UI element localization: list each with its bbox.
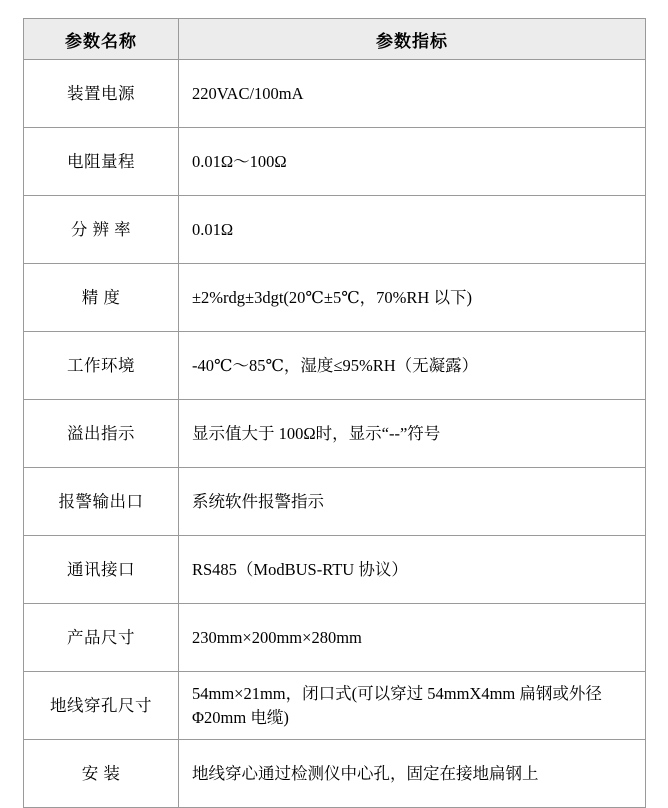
table-header [24, 19, 646, 60]
row-label: 装置电源 [24, 60, 179, 128]
row-value: ±2%rdg±3dgt(20℃±5℃，70%RH 以下) [179, 264, 646, 332]
row-label: 报警输出口 [24, 468, 179, 536]
row-label: 产品尺寸 [24, 604, 179, 672]
row-value: 0.01Ω [179, 196, 646, 264]
row-value: 地线穿心通过检测仪中心孔，固定在接地扁钢上 [179, 740, 646, 808]
row-value: -40℃～85℃，湿度≤95%RH（无凝露） [179, 332, 646, 400]
row-label: 精 度 [24, 264, 179, 332]
table-row [24, 400, 646, 468]
table-body [24, 60, 646, 808]
table-row [24, 128, 646, 196]
row-label: 分 辨 率 [24, 196, 179, 264]
row-label: 工作环境 [24, 332, 179, 400]
row-value: 0.01Ω～100Ω [179, 128, 646, 196]
table-row [24, 264, 646, 332]
row-value: 显示值大于 100Ω时，显示“--”符号 [179, 400, 646, 468]
row-label: 电阻量程 [24, 128, 179, 196]
table-row [24, 196, 646, 264]
table-row [24, 536, 646, 604]
row-value: 54mm×21mm，闭口式(可以穿过 54mmX4mm 扁钢或外径Φ20mm 电缆) [179, 672, 646, 740]
row-value: 系统软件报警指示 [179, 468, 646, 536]
column-header-parameter-spec: 参数指标 [179, 19, 646, 60]
table-row [24, 468, 646, 536]
row-value: RS485（ModBUS-RTU 协议） [179, 536, 646, 604]
specifications-table [23, 18, 646, 808]
row-label: 地线穿孔尺寸 [24, 672, 179, 740]
row-label: 安 装 [24, 740, 179, 808]
column-header-parameter-name: 参数名称 [24, 19, 179, 60]
row-label: 溢出指示 [24, 400, 179, 468]
table-row [24, 60, 646, 128]
table-row [24, 740, 646, 808]
table-row [24, 672, 646, 740]
table-header-row [24, 19, 646, 60]
row-value: 230mm×200mm×280mm [179, 604, 646, 672]
table-row [24, 604, 646, 672]
row-value: 220VAC/100mA [179, 60, 646, 128]
table-row [24, 332, 646, 400]
row-label: 通讯接口 [24, 536, 179, 604]
